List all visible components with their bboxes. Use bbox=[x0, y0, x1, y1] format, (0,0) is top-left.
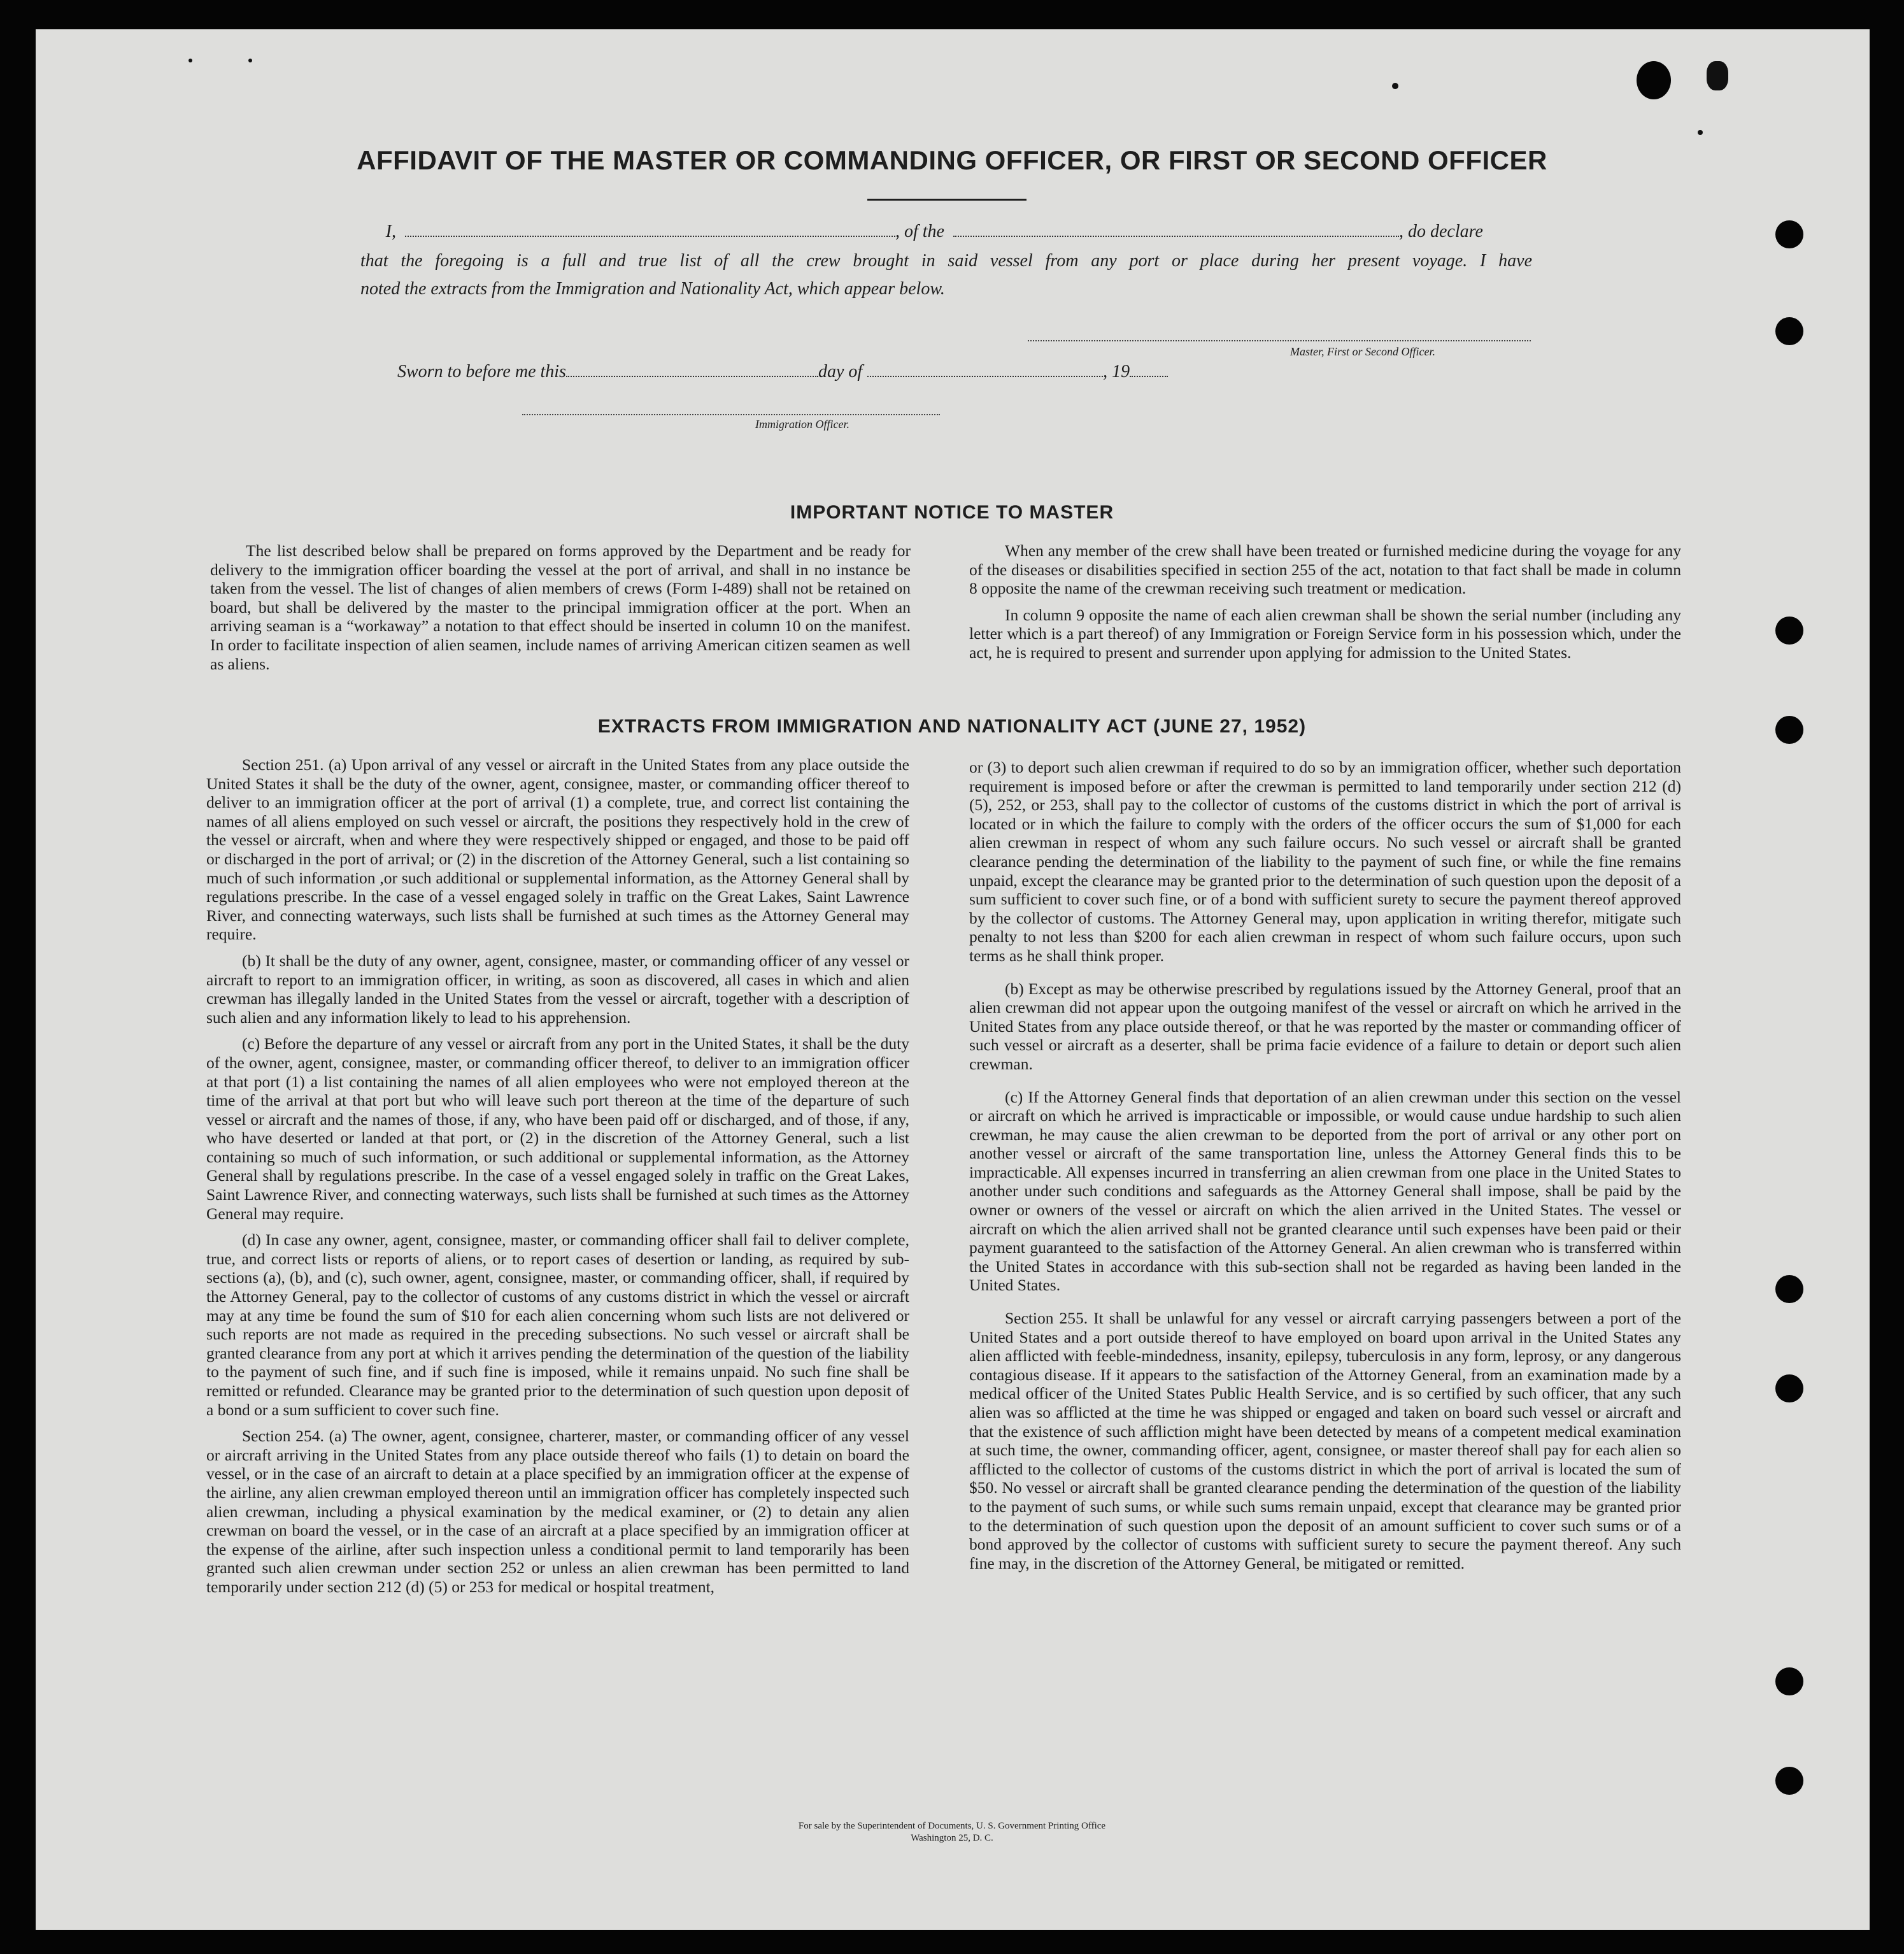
punch-hole bbox=[1775, 1374, 1803, 1402]
extract-paragraph: or (3) to deport such alien crewman if required to do so by an immigration officer, whether such deportation requirement is imposed before or after the crewman is permitted to land temporarily under section 212 (d) (5), 252, or 253, shall pay to the collector of customs of the customs district in which the port of arrival is located or in which the failure to comply with the orders of the officer occurs the sum of $1,000 for each alien crewman in respect of whom any such failure occurs. No such vessel or aircraft shall be granted clearance pending the determination of the liability to the payment of such fine, or while the fine remains unpaid, except the clearance may be granted prior to the determination of such question upon the deposit of a sum sufficient to cover such fine, or of a bond with sufficient surety to secure the payment thereof approved by the collector of customs. The Attorney General may, upon application in writing therefor, mitigate such penalty to not less than $200 for each alien crewman in respect of whom such failure occurs, upon such terms as he shall think proper. bbox=[969, 758, 1681, 965]
name-blank[interactable] bbox=[405, 222, 895, 237]
extracts-left-column bbox=[206, 755, 909, 1604]
declaration-line-1 bbox=[360, 218, 1532, 246]
declaration-line-2: that the foregoing is a full and true list of all the crew brought in said vessel from any port or place during her present voyage. I have bbox=[360, 251, 1532, 271]
extract-paragraph: (b) It shall be the duty of any owner, agent, consignee, master, or commanding officer of any vessel or aircraft to report to an immigration officer, in writing, as soon as discovered, all cases in which and alien crewman has illegally landed in the United States from the vessel or aircraft, together with a description of such alien and any information likely to lead to his apprehension. bbox=[206, 951, 909, 1027]
extract-paragraph: (d) In case any owner, agent, consignee, master, or commanding officer shall fail to deliver complete, true, and correct lists or reports of aliens, or to report cases of desertion or landing, as required by sub-sections (a), (b), and (c), such owner, agent, consignee, master, or commanding officer, shall, if required by the Attorney General, pay to the collector of customs of any customs district in which the vessel or aircraft may at any time be found the sum of $10 for each alien concerning whom such lists are not delivered or such reports are not made as required in the preceding subsections. No such vessel or aircraft shall be granted clearance from any port at which it arrives pending the determination of the question of the liability to the payment of such fine, and if such fine is imposed, while it remains unpaid. No such fine shall be remitted or refunded. Clearance may be granted prior to the determination of such question upon deposit of a bond or a sum sufficient to cover such fine. bbox=[206, 1230, 909, 1419]
punch-hole bbox=[1775, 1275, 1803, 1303]
punch-hole bbox=[1775, 1767, 1803, 1795]
declaration-of-the: , of the bbox=[895, 222, 944, 241]
punch-hole bbox=[1637, 61, 1671, 99]
sworn-text: Sworn to before me this bbox=[397, 362, 566, 382]
declaration-i: I, bbox=[385, 222, 396, 241]
notice-left-column bbox=[210, 541, 911, 681]
year-blank[interactable] bbox=[1130, 362, 1168, 377]
extracts-right-column bbox=[969, 758, 1681, 1580]
ink-speck bbox=[248, 59, 252, 62]
ink-speck bbox=[1698, 130, 1703, 135]
master-signature-caption: Master, First or Second Officer. bbox=[1290, 345, 1435, 358]
day-of-text: day of bbox=[818, 362, 863, 382]
title-divider bbox=[867, 199, 1027, 201]
extract-paragraph: Section 251. (a) Upon arrival of any vessel or aircraft in the United States from any place outside the United States it shall be the duty of the owner, agent, consignee, master, or commanding officer thereof to deliver to an immigration officer at the port of arrival (1) a complete, true, and correct list containing the names of all aliens employed on such vessel or aircraft, the positions they respectively hold in the crew of the vessel or aircraft, when and where they were respectively shipped or engaged, and those to be paid off or discharged in the port of arrival; or (2) in the discretion of the Attorney General, such a list containing so much of such information ,or such additional or supplemental information, as the Attorney General shall by regulations prescribe. In the case of a vessel engaged solely in traffic on the Great Lakes, Saint Lawrence River, and connecting waterways, such lists shall be furnished at such times as the Attorney General may require. bbox=[206, 755, 909, 944]
day-blank[interactable] bbox=[566, 362, 818, 377]
punch-hole bbox=[1775, 317, 1803, 345]
footer-line-2: Washington 25, D. C. bbox=[911, 1833, 993, 1843]
footer-line-1: For sale by the Superintendent of Documents, U. S. Government Printing Office bbox=[798, 1821, 1106, 1831]
page-title: AFFIDAVIT OF THE MASTER OR COMMANDING OFFICER, OR FIRST OR SECOND OFFICER bbox=[357, 145, 1547, 175]
extract-paragraph: (b) Except as may be otherwise prescribed by regulations issued by the Attorney General, proof that an alien crewman did not appear upon the outgoing manifest of the vessel or aircraft on which he arrived in the United States from any place outside thereof, or that he was reported by the master or commanding officer of such vessel or aircraft as a deserter, shall be prima facie evidence of a failure to detain or deport such alien crewman. bbox=[969, 979, 1681, 1073]
extract-paragraph: (c) If the Attorney General finds that deportation of an alien crewman under this section on the vessel or aircraft on which he arrived is impracticable or impossible, or would cause undue hardship to such alien crewman, he may cause the alien crewman to be deported from the port of arrival or any other port on another vessel or aircraft of the same transportation line, unless the Attorney General finds this to be impracticable. All expenses incurred in transferring an alien crewman from one place in the United States to another under such conditions and safeguards as the Attorney General shall impose, shall be paid by the owner or owners of the vessel or aircraft on which the alien arrived in the United States. The vessel or aircraft on which the alien arrived shall not be granted clearance until such expenses have been paid or their payment guaranteed to the satisfaction of the Attorney General. An alien crewman who is transferred within the United States in accordance with this sub-section shall not be regarded as having been landed in the United States. bbox=[969, 1087, 1681, 1295]
officer-signature-line[interactable] bbox=[522, 414, 940, 415]
notice-paragraph: In column 9 opposite the name of each alien crewman shall be shown the serial number (including any letter which is a part thereof) of any Immigration or Foreign Service form in his possession which, under the act, he is required to present and surrender upon applying for admission to the United States. bbox=[969, 605, 1681, 662]
ink-speck bbox=[188, 59, 192, 62]
extract-paragraph: Section 255. It shall be unlawful for any vessel or aircraft carrying passengers between a port of the United States and a port outside thereof to have employed on board upon arrival in the United States any alien afflicted with feeble-mindedness, insanity, epilepsy, tuberculosis in any form, leprosy, or any dangerous contagious disease. If it appears to the satisfaction of the Attorney General, from an examination made by a medical officer of the United States Public Health Service, and is so certified by such officer, that any such alien was so afflicted at the time he was shipped or engaged and taken on board such vessel or aircraft and that the existence of such affliction might have been detected by means of a competent medical examination at such time, the owner, commanding officer, agent, consignee, or master thereof shall pay for each alien so afflicted to the collector of customs of the customs district in which the port of arrival is located the sum of $50. No vessel or aircraft shall be granted clearance pending the determination of the question of the liability to the payment of such sums, or while such sums remain unpaid, except that clearance may be granted prior to the determination of such question upon the deposit of an amount sufficient to cover such sums or of a bond approved by the collector of customs with sufficient surety to secure the payment thereof. Any such fine may, in the discretion of the Attorney General, be mitigated or remitted. bbox=[969, 1309, 1681, 1572]
printing-office-footer bbox=[0, 1820, 1904, 1844]
ink-speck bbox=[1392, 83, 1398, 89]
notice-paragraph: When any member of the crew shall have been treated or furnished medicine during the voyage for any of the diseases or disabilities specified in section 255 of the act, notation to that fact shall be made in column 8 opposite the name of the crewman receiving such treatment or medication. bbox=[969, 541, 1681, 598]
officer-signature-caption: Immigration Officer. bbox=[755, 418, 849, 431]
year-text: , 19 bbox=[1103, 362, 1130, 382]
punch-hole bbox=[1775, 617, 1803, 645]
extracts-heading: EXTRACTS FROM IMMIGRATION AND NATIONALITY ACT (JUNE 27, 1952) bbox=[597, 716, 1307, 737]
declaration-line-3: noted the extracts from the Immigration and Nationality Act, which appear below. bbox=[360, 279, 945, 299]
sworn-line bbox=[397, 358, 1168, 386]
punch-hole bbox=[1775, 220, 1803, 248]
notice-paragraph: The list described below shall be prepared on forms approved by the Department and be ready for delivery to the immigration officer boarding the vessel at the port of arrival, and shall in no instance be taken from the vessel. The list of changes of alien members of crews (Form I-489) shall not be retained on board, but shall be delivered by the master to the principal immigration officer at the port. When an arriving seaman is a “workaway” a notation to that effect should be inserted in column 10 on the manifest. In order to facilitate inspection of alien seamen, include names of arriving American citizen seamen as well as aliens. bbox=[210, 541, 911, 673]
master-signature-line[interactable] bbox=[1028, 340, 1531, 341]
extract-paragraph: Section 254. (a) The owner, agent, consignee, charterer, master, or commanding officer of any vessel or aircraft arriving in the United States from any place outside thereof who fails (1) to detain on board the vessel, or in the case of an aircraft to detain at a place specified by an immigration officer at the expense of the airline, any alien crewman employed thereon until an immigration officer has completely inspected such alien crewman, including a physical examination by the medical examiner, or (2) to detain any alien crewman on board the vessel, or in the case of an aircraft at a place specified by an immigration officer at the expense of the airline, after such inspection unless a conditional permit to land temporarily has been granted such alien crewman under section 252 or unless an alien crewman has been permitted to land temporarily under section 212 (d) (5) or 253 for medical or hospital treatment, bbox=[206, 1427, 909, 1596]
punch-hole bbox=[1775, 1667, 1803, 1695]
notice-right-column bbox=[969, 541, 1681, 670]
notice-heading: IMPORTANT NOTICE TO MASTER bbox=[790, 502, 1114, 523]
month-blank[interactable] bbox=[867, 362, 1103, 377]
vessel-blank[interactable] bbox=[953, 222, 1399, 237]
ink-speck bbox=[1707, 61, 1728, 90]
declaration-do-declare: , do declare bbox=[1399, 222, 1483, 241]
extract-paragraph: (c) Before the departure of any vessel or aircraft from any port in the United States, it shall be the duty of the owner, agent, consignee, master, or commanding officer thereof, to deliver to an immigration officer at that port (1) a list containing the names of all alien employees who were not employed thereon at the time of the arrival at that port but who will leave such port thereon at the time of the departure of such vessel or aircraft and the names of those, if any, who have been paid off or discharged, and of those, if any, who have deserted or landed at that port, or (2) in the discretion of the Attorney General, such a list containing so much of such information, or such additional or supplemental information, as the Attorney General shall by regulations prescribe. In the case of a vessel engaged solely in traffic on the Great Lakes, Saint Lawrence River, and connecting waterways, such lists shall be furnished at such times as the Attorney General may require. bbox=[206, 1034, 909, 1223]
